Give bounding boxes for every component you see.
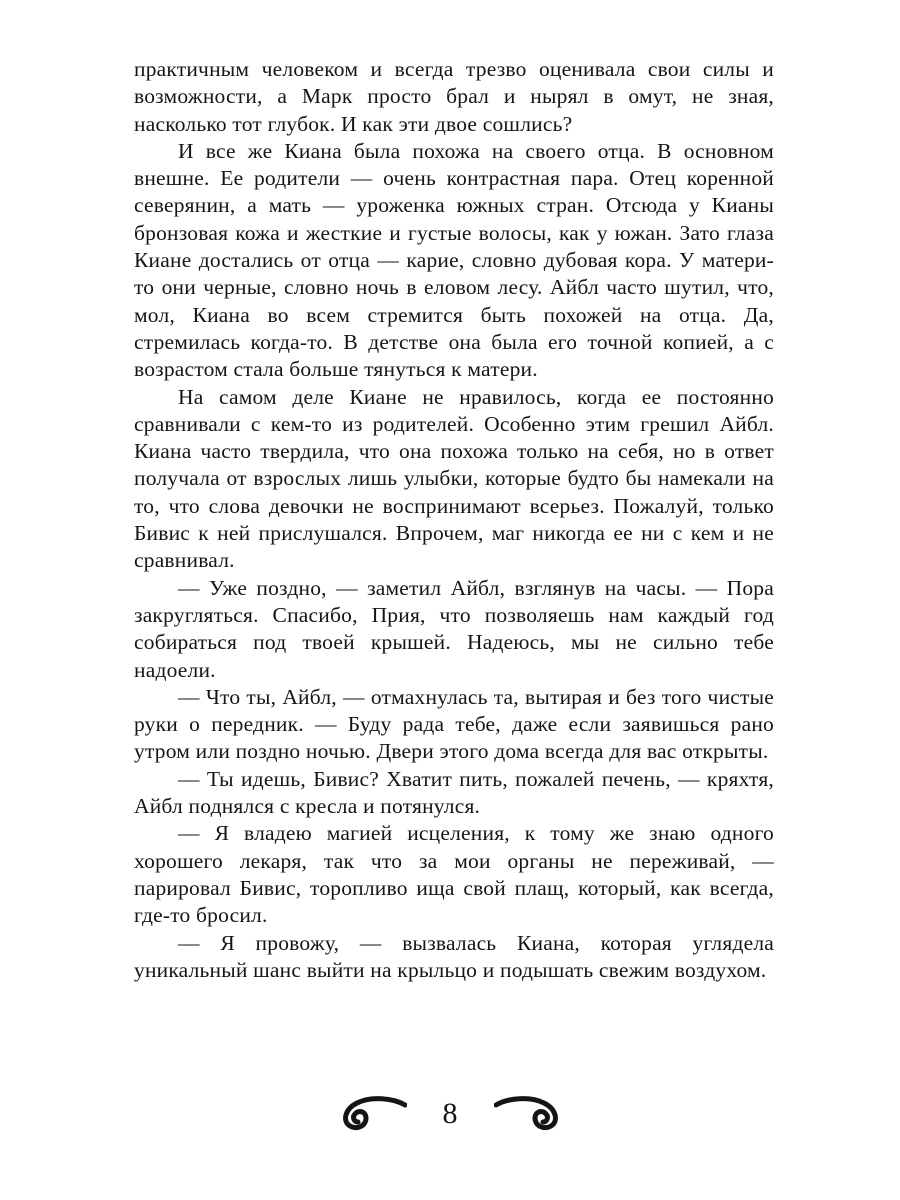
- right-flourish-icon: [494, 1096, 560, 1132]
- paragraph: — Я владею магией исцеления, к тому же знаю одного хорошего лекаря, так что за мои органы не переживай, — парировал Бивис, торопливо ища свой плащ, который, как всегда, где-то бросил.: [134, 821, 774, 928]
- paragraph: — Я провожу, — вызвалась Киана, которая углядела уникальный шанс выйти на крыльцо и подышать свежим воздухом.: [134, 930, 774, 982]
- left-flourish-icon: [341, 1096, 407, 1132]
- page-footer: [0, 1096, 900, 1132]
- paragraph: практичным человеком и всегда трезво оценивала свои силы и возможности, а Марк просто брал и нырял в омут, не зная, насколько тот глубок. И как эти двое сошлись?: [134, 57, 774, 136]
- page-number: 8: [442, 1097, 458, 1130]
- paragraph: На самом деле Киане не нравилось, когда ее постоянно сравнивали с кем-то из родителей. Особенно этим грешил Айбл. Киана часто твердила, что она похожа только на себя, но в ответ получала от взрослых лишь улыбки, которые будто бы намекали на то, что слова девочки не воспринимают всерьез. Пожалуй, только Бивис к ней прислушался. Впрочем, маг никогда ее ни с кем и не сравнивал.: [134, 384, 774, 573]
- paragraph: — Уже поздно, — заметил Айбл, взглянув на часы. — Пора закругляться. Спасибо, Прия, что позволяешь нам каждый год собираться под твоей крышей. Надеюсь, мы не сильно тебе надоели.: [134, 575, 774, 682]
- paragraph: И все же Киана была похожа на своего отца. В основном внешне. Ее родители — очень контрастная пара. Отец коренной северянин, а мать — уроженка южных стран. Отсюда у Кианы бронзовая кожа и жесткие и густые волосы, как у южан. Зато глаза Киане достались от отца — карие, словно дубовая кора. У матери-то они черные, словно ночь в еловом лесу. Айбл часто шутил, что, мол, Киана во всем стремится быть похожей на отца. Да, стремилась когда-то. В детстве она была его точной копией, а с возрастом стала больше тянуться к матери.: [134, 138, 774, 382]
- paragraph: — Что ты, Айбл, — отмахнулась та, вытирая и без того чистые руки о передник. — Буду рада тебе, даже если заявишься рано утром или поздно ночью. Двери этого дома всегда для вас открыты.: [134, 684, 774, 764]
- page-text: [134, 56, 774, 984]
- paragraph: — Ты идешь, Бивис? Хватит пить, пожалей печень, — кряхтя, Айбл поднялся с кресла и потянулся.: [134, 766, 774, 819]
